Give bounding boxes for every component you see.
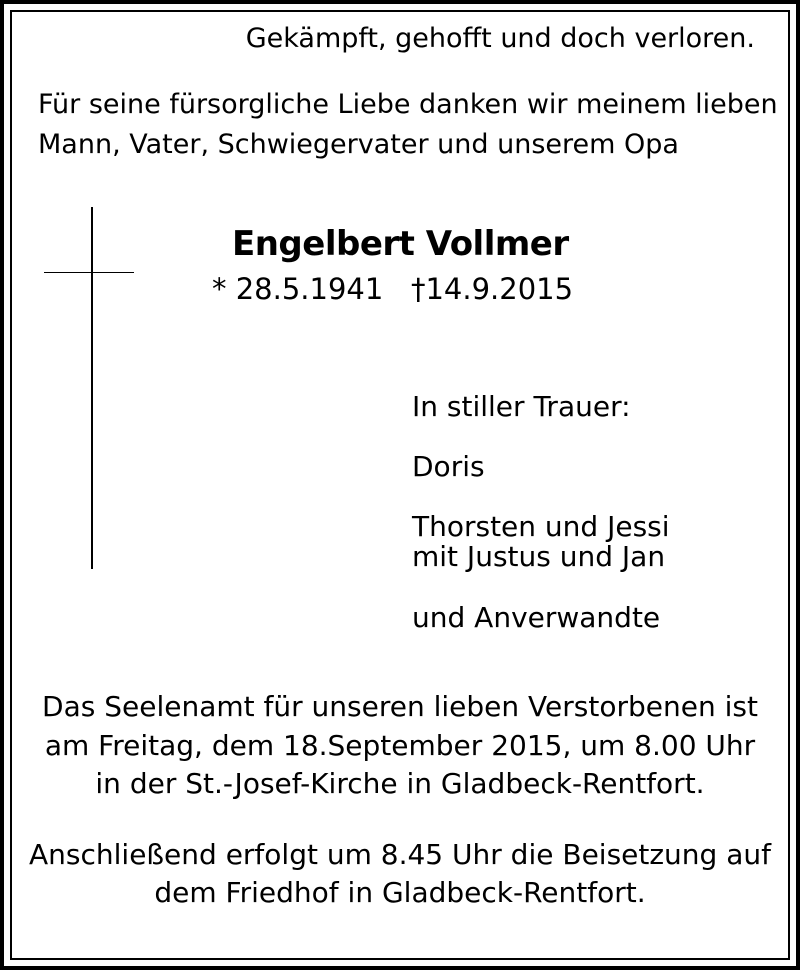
service-line: am Freitag, dem 18.September 2015, um 8.00 Uhr <box>44 729 756 762</box>
burial-line: Anschließend erfolgt um 8.45 Uhr die Beisetzung auf <box>29 838 771 871</box>
grief-heading: In stiller Trauer: <box>412 390 631 423</box>
mourner-line: Thorsten und Jessi <box>412 510 670 543</box>
service-line: Das Seelenamt für unseren lieben Verstorbenen ist <box>42 690 758 723</box>
burial-line: dem Friedhof in Gladbeck-Rentfort. <box>154 876 646 909</box>
cross-horizontal-bar <box>44 272 134 273</box>
mourner-line: mit Justus und Jan <box>412 540 666 573</box>
mourner-line: Doris <box>412 450 485 483</box>
mourner-line: und Anverwandte <box>412 601 661 634</box>
life-dates: * 28.5.1941 †14.9.2015 <box>212 272 574 306</box>
intro-line-2: Mann, Vater, Schwiegervater und unserem Opa <box>38 129 679 160</box>
motto-text: Gekämpft, gehofft und doch verloren. <box>245 23 755 54</box>
deceased-name: Engelbert Vollmer <box>232 224 569 264</box>
service-line: in der St.-Josef-Kirche in Gladbeck-Rentfort. <box>95 767 705 800</box>
cross-vertical-bar <box>91 207 93 569</box>
intro-line-1: Für seine fürsorgliche Liebe danken wir meinem lieben <box>38 89 778 120</box>
